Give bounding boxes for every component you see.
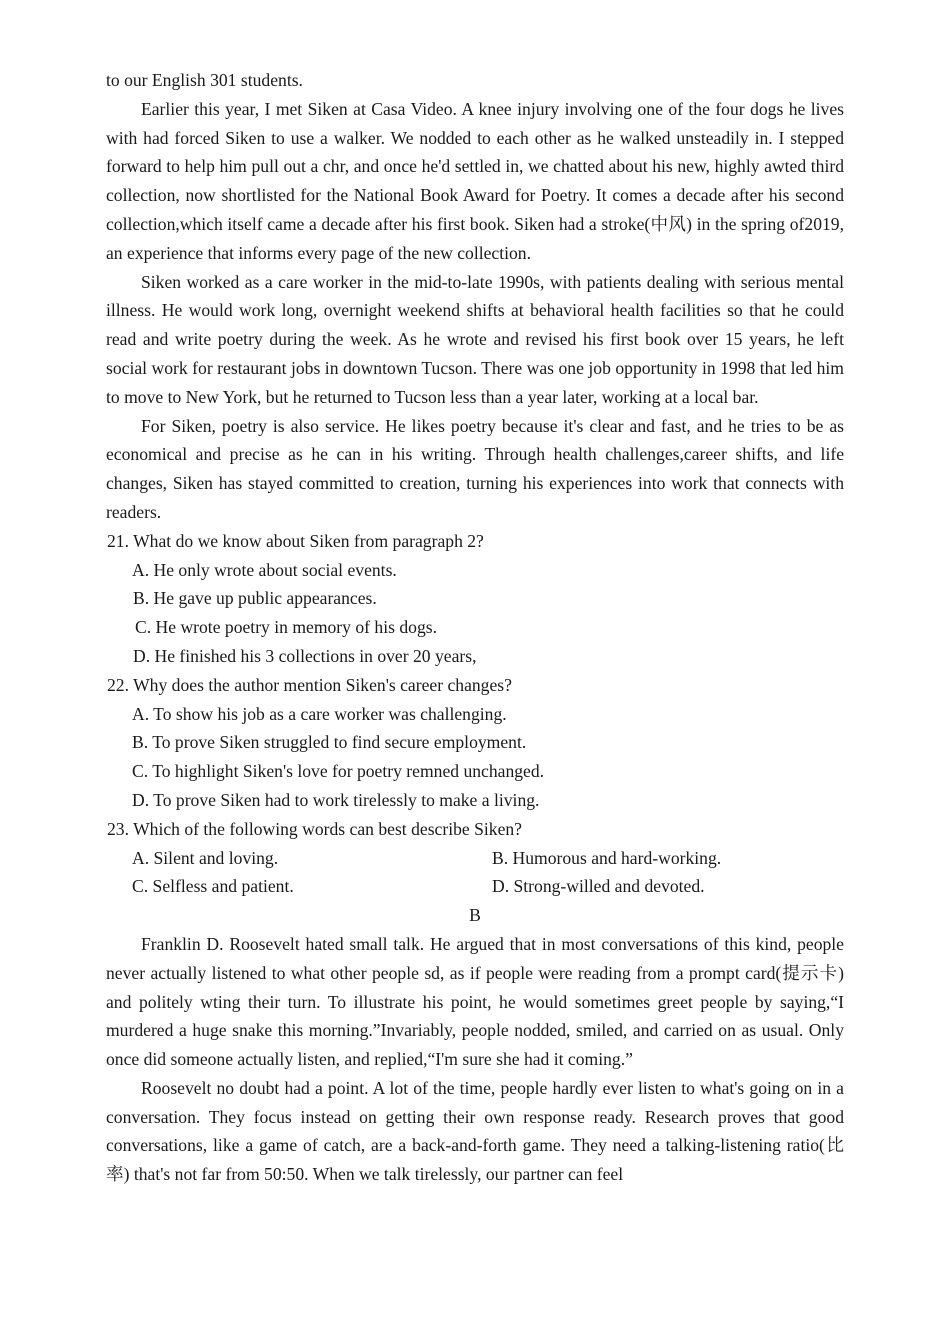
question-21-stem: 21. What do we know about Siken from paragraph 2? (107, 530, 484, 551)
question-21-option-b: B. He gave up public appearances. (133, 588, 377, 609)
question-22-option-c: C. To highlight Siken's love for poetry remned unchanged. (132, 761, 545, 782)
question-22-option-a: A. To show his job as a care worker was challenging. (132, 703, 507, 724)
document-page (106, 66, 844, 1189)
passage-a-paragraph-1: Earlier this year, I met Siken at Casa Video. A knee injury involving one of the four dogs he lives with had forced Siken to use a walker. We nodded to each other as he walked unsteadily in. I stepped forward to help him pull out a chr, and once he'd settled in, we chatted about his new, highly awted third collection, now shortlisted for the National Book Award for Poetry. It comes a decade after his second collection,which itself came a decade after his first book. Siken had a stroke(中风) in the spring of2019, an experience that informs every page of the new collection. (106, 98, 844, 263)
question-21-option-c: C. He wrote poetry in memory of his dogs. (135, 617, 437, 638)
question-23-option-d: D. Strong-willed and devoted. (492, 876, 705, 897)
question-21-option-d: D. He finished his 3 collections in over 20 years, (133, 645, 477, 666)
question-22-stem: 22. Why does the author mention Siken's career changes? (107, 674, 512, 695)
question-23-option-b: B. Humorous and hard-working. (492, 847, 722, 868)
question-23-stem: 23. Which of the following words can best describe Siken? (107, 818, 522, 839)
question-23-options-row-2 (106, 872, 844, 901)
question-23-option-c: C. Selfless and patient. (132, 876, 294, 897)
section-b-heading: B (469, 905, 481, 926)
passage-a-paragraph-2: Siken worked as a care worker in the mid-to-late 1990s, with patients dealing with serious mental illness. He would work long, overnight weekend shifts at behavioral health facilities so that he could read and write poetry during the week. As he wrote and revised his first book over 15 years, he left social work for restaurant jobs in downtown Tucson. There was one job opportunity in 1998 that led him to move to New York, but he returned to Tucson less than a year later, working at a local bar. (106, 271, 844, 407)
passage-a-continuation: to our English 301 students. (106, 70, 303, 90)
question-22-option-b: B. To prove Siken struggled to find secure employment. (132, 732, 527, 753)
question-23-option-a: A. Silent and loving. (132, 847, 279, 868)
question-23-options-row-1 (106, 844, 844, 873)
question-21-option-a: A. He only wrote about social events. (132, 559, 397, 580)
question-22-option-d: D. To prove Siken had to work tirelessly to make a living. (132, 789, 540, 810)
section-b-paragraph-1: Franklin D. Roosevelt hated small talk. He argued that in most conversations of this kind, people never actually listened to what other people sd, as if people were reading from a prompt card(提示卡) and politely wting their turn. To illustrate his point, he would sometimes greet people by saying,“I murdered a huge snake this morning.”Invariably, people nodded, smiled, and carried on as usual. Only once did someone actually listen, and replied,“I'm sure she had it coming.” (106, 933, 844, 1070)
passage-a-paragraph-3: For Siken, poetry is also service. He likes poetry because it's clear and fast, and he tries to be as economical and precise as he can in his writing. Through health challenges,career shifts, and life changes, Siken has stayed committed to creation, turning his experiences into work that connects with readers. (106, 415, 844, 522)
section-b-paragraph-2: Roosevelt no doubt had a point. A lot of the time, people hardly ever listen to what's going on in a conversation. They focus instead on getting their own response ready. Research proves that good conversations, like a game of catch, are a back-and-forth game. They need a talking-listening ratio(比率) that's not far from 50:50. When we talk tirelessly, our partner can feel (106, 1077, 844, 1185)
